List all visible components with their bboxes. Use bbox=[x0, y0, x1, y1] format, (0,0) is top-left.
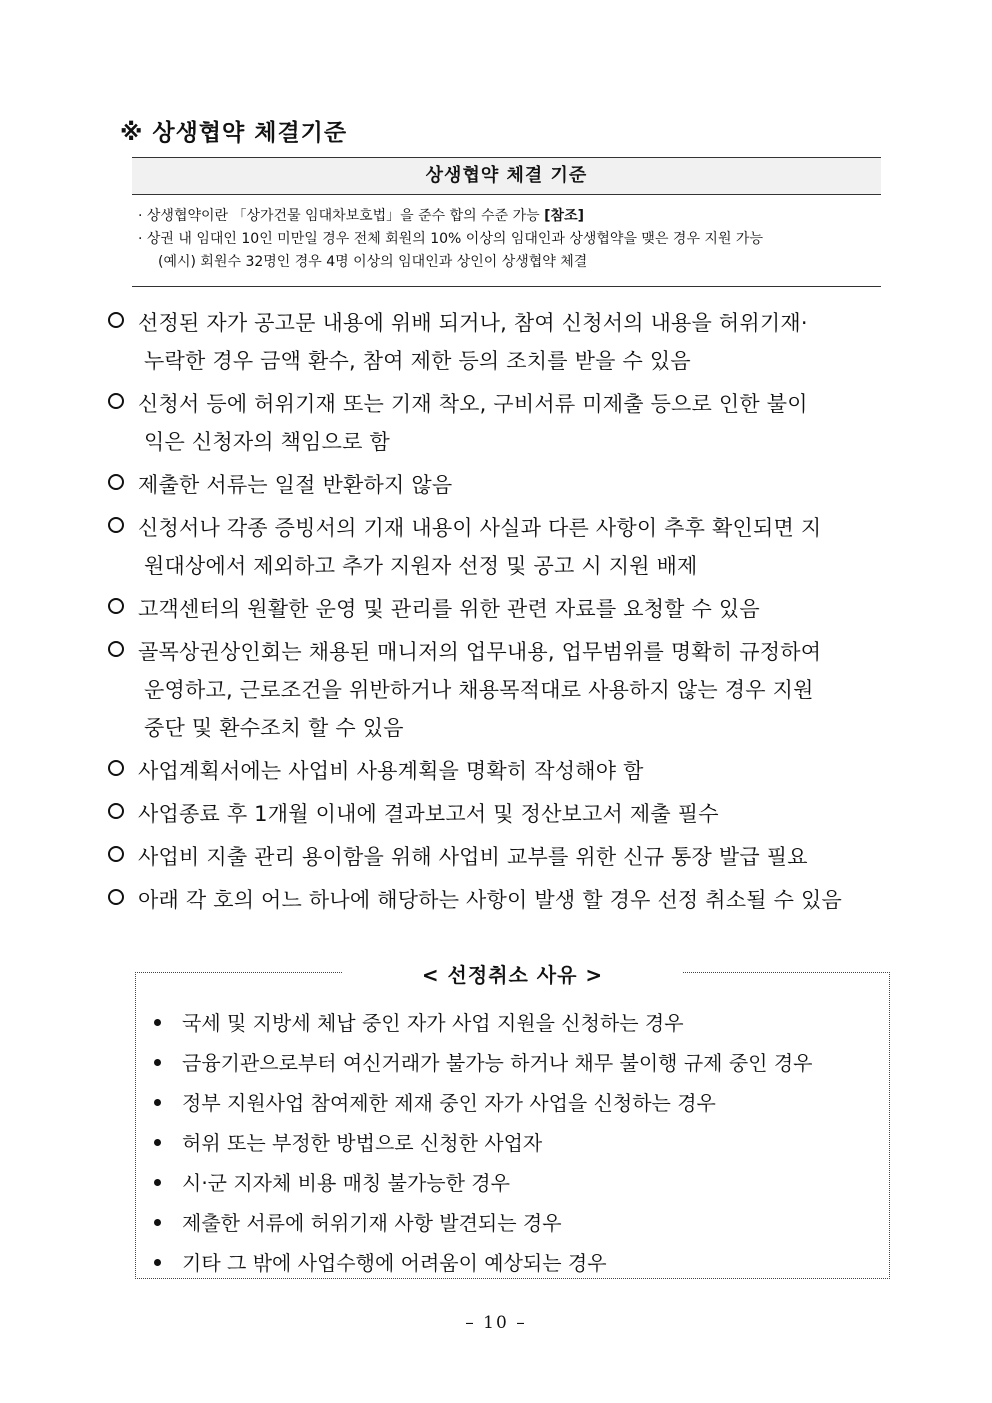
notice-item-text: 운영하고, 근로조건을 위반하거나 채용목적대로 사용하지 않는 경우 지원 bbox=[144, 678, 814, 702]
notice-item-text: 신청서나 각종 증빙서의 기재 내용이 사실과 다른 사항이 추후 확인되면 지 bbox=[138, 516, 822, 540]
bullet-dot-icon bbox=[154, 1139, 161, 1146]
notice-item-text: 사업비 지출 관리 용이함을 위해 사업비 교부를 위한 신규 통장 발급 필요 bbox=[138, 845, 808, 869]
notice-item-text: 누락한 경우 금액 환수, 참여 제한 등의 조치를 받을 수 있음 bbox=[144, 349, 691, 373]
circle-bullet-icon bbox=[108, 517, 124, 533]
circle-bullet-icon bbox=[108, 641, 124, 657]
notice-item-text: 원대상에서 제외하고 추가 지원자 선정 및 공고 시 지원 배제 bbox=[144, 554, 698, 578]
bullet-dot-icon bbox=[154, 1219, 161, 1226]
circle-bullet-icon bbox=[108, 889, 124, 905]
cancellation-reasons-box bbox=[135, 963, 890, 1279]
notice-list bbox=[108, 304, 908, 924]
cancellation-reason bbox=[150, 1163, 879, 1203]
cancellation-reason-text: 국세 및 지방세 체납 중인 자가 사업 지원을 신청하는 경우 bbox=[182, 1011, 684, 1035]
bullet-dot-icon bbox=[154, 1099, 161, 1106]
circle-bullet-icon bbox=[108, 312, 124, 328]
notice-item-text: 익은 신청자의 책임으로 함 bbox=[144, 430, 390, 454]
criteria-header: 상생협약 체결 기준 bbox=[132, 157, 881, 195]
circle-bullet-icon bbox=[108, 598, 124, 614]
circle-bullet-icon bbox=[108, 760, 124, 776]
circle-bullet-icon bbox=[108, 803, 124, 819]
notice-item bbox=[108, 509, 908, 585]
notice-item bbox=[108, 304, 908, 380]
cancellation-reason-text: 허위 또는 부정한 방법으로 신청한 사업자 bbox=[182, 1131, 543, 1155]
cancellation-reason-text: 금융기관으로부터 여신거래가 불가능 하거나 채무 불이행 규제 중인 경우 bbox=[182, 1051, 813, 1075]
circle-bullet-icon bbox=[108, 474, 124, 490]
criteria-table bbox=[132, 157, 881, 287]
notice-item-text: 중단 및 환수조치 할 수 있음 bbox=[144, 716, 404, 740]
cancellation-reason-text: 기타 그 밖에 사업수행에 어려움이 예상되는 경우 bbox=[182, 1251, 607, 1275]
notice-item bbox=[108, 466, 908, 504]
criteria-line-text: · 상생협약이란 「상가건물 임대차보호법」을 준수 합의 수준 가능 bbox=[138, 208, 545, 224]
notice-item-text: 신청서 등에 허위기재 또는 기재 착오, 구비서류 미제출 등으로 인한 불이 bbox=[138, 392, 808, 416]
notice-item-text: 골목상권상인회는 채용된 매니저의 업무내용, 업무범위를 명확히 규정하여 bbox=[138, 640, 822, 664]
cancellation-reason bbox=[150, 1243, 879, 1283]
cancellation-reason bbox=[150, 1083, 879, 1123]
criteria-reference: [참조] bbox=[544, 208, 585, 224]
bullet-dot-icon bbox=[154, 1179, 161, 1186]
notice-item-text: 아래 각 호의 어느 하나에 해당하는 사항이 발생 할 경우 선정 취소될 수 있음 bbox=[138, 888, 842, 912]
criteria-line bbox=[138, 205, 875, 228]
cancellation-reasons-list bbox=[150, 1003, 879, 1283]
bullet-dot-icon bbox=[154, 1259, 161, 1266]
notice-item-text: 고객센터의 원활한 운영 및 관리를 위한 관련 자료를 요청할 수 있음 bbox=[138, 597, 760, 621]
notice-item-text: 사업종료 후 1개월 이내에 결과보고서 및 정산보고서 제출 필수 bbox=[138, 802, 719, 826]
notice-item-text: 선정된 자가 공고문 내용에 위배 되거나, 참여 신청서의 내용을 허위기재· bbox=[138, 311, 808, 335]
criteria-example: (예시) 회원수 32명인 경우 4명 이상의 임대인과 상인이 상생협약 체결 bbox=[158, 254, 588, 270]
cancellation-reason-text: 정부 지원사업 참여제한 제재 중인 자가 사업을 신청하는 경우 bbox=[182, 1091, 716, 1115]
notice-item-text: 사업계획서에는 사업비 사용계획을 명확히 작성해야 함 bbox=[138, 759, 644, 783]
circle-bullet-icon bbox=[108, 393, 124, 409]
cancellation-reason bbox=[150, 1203, 879, 1243]
notice-item bbox=[108, 590, 908, 628]
criteria-body bbox=[132, 195, 881, 287]
criteria-line: · 상권 내 임대인 10인 미만일 경우 전체 회원의 10% 이상의 임대인과 상생협약을 맺은 경우 지원 가능 bbox=[138, 231, 763, 247]
section-title: ※ 상생협약 체결기준 bbox=[120, 120, 348, 146]
notice-item bbox=[108, 633, 908, 747]
cancellation-reason-text: 제출한 서류에 허위기재 사항 발견되는 경우 bbox=[182, 1211, 562, 1235]
notice-item bbox=[108, 838, 908, 876]
page-number: – 10 – bbox=[465, 1313, 527, 1333]
notice-item bbox=[108, 881, 908, 919]
notice-item bbox=[108, 752, 908, 790]
notice-item bbox=[108, 795, 908, 833]
cancellation-reason bbox=[150, 1123, 879, 1163]
cancellation-title: < 선정취소 사유 > bbox=[342, 963, 683, 987]
bullet-dot-icon bbox=[154, 1059, 161, 1066]
cancellation-reason-text: 시·군 지자체 비용 매칭 불가능한 경우 bbox=[182, 1171, 510, 1195]
notice-item-text: 제출한 서류는 일절 반환하지 않음 bbox=[138, 473, 453, 497]
notice-item bbox=[108, 385, 908, 461]
cancellation-reason bbox=[150, 1003, 879, 1043]
bullet-dot-icon bbox=[154, 1019, 161, 1026]
circle-bullet-icon bbox=[108, 846, 124, 862]
cancellation-reason bbox=[150, 1043, 879, 1083]
